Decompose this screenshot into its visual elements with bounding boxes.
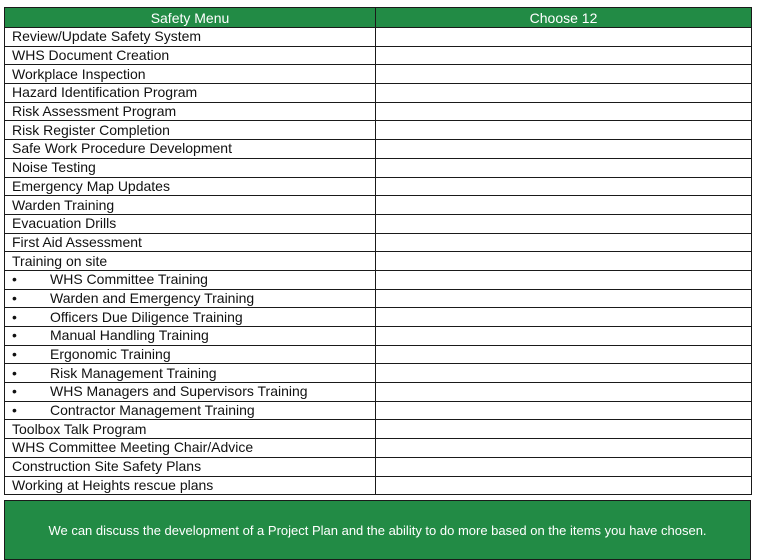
- footer-text: We can discuss the development of a Project Plan and the ability to do more based on the items you have chosen.: [48, 522, 707, 538]
- menu-item-label: WHS Committee Training: [50, 271, 208, 288]
- menu-item-label: Hazard Identification Program: [12, 84, 198, 101]
- table-row: [5, 270, 752, 289]
- menu-item-label: Warden and Emergency Training: [50, 289, 255, 306]
- menu-item-label: Noise Testing: [12, 159, 96, 176]
- menu-item: [5, 289, 376, 308]
- table-row: [5, 84, 752, 103]
- menu-item-label: First Aid Assessment: [12, 233, 142, 250]
- choice-cell[interactable]: [376, 177, 752, 196]
- menu-item: [5, 102, 376, 121]
- menu-item: [5, 46, 376, 65]
- table-row: [5, 158, 752, 177]
- safety-menu-table: [4, 7, 752, 495]
- table-row: [5, 252, 752, 271]
- menu-item: [5, 65, 376, 84]
- choice-cell[interactable]: [376, 457, 752, 476]
- bullet-marker: •: [12, 402, 17, 419]
- table-row: [5, 476, 752, 495]
- bullet-marker: •: [12, 289, 17, 306]
- table-row: [5, 383, 752, 402]
- table-row: [5, 233, 752, 252]
- menu-item-label: Evacuation Drills: [12, 215, 117, 232]
- table-row: [5, 140, 752, 159]
- choice-cell[interactable]: [376, 252, 752, 271]
- menu-item: [5, 252, 376, 271]
- menu-item: [5, 84, 376, 103]
- table-row: [5, 46, 752, 65]
- menu-item: [5, 327, 376, 346]
- choice-cell[interactable]: [376, 158, 752, 177]
- menu-item: [5, 214, 376, 233]
- menu-item: [5, 345, 376, 364]
- table-row: [5, 439, 752, 458]
- menu-item-label: Manual Handling Training: [50, 327, 209, 344]
- menu-item: [5, 457, 376, 476]
- menu-item-label: Risk Register Completion: [12, 121, 170, 138]
- choice-cell[interactable]: [376, 233, 752, 252]
- choice-cell[interactable]: [376, 46, 752, 65]
- menu-item-label: Contractor Management Training: [50, 402, 255, 419]
- choice-cell[interactable]: [376, 214, 752, 233]
- menu-item-label: Emergency Map Updates: [12, 177, 170, 194]
- menu-item-label: WHS Document Creation: [12, 47, 170, 64]
- choice-cell[interactable]: [376, 140, 752, 159]
- table-row: [5, 289, 752, 308]
- choice-cell[interactable]: [376, 476, 752, 495]
- table-row: [5, 345, 752, 364]
- bullet-marker: •: [12, 308, 17, 325]
- header-choose: Choose 12: [376, 8, 752, 28]
- footer-banner: [4, 500, 751, 560]
- choice-cell[interactable]: [376, 196, 752, 215]
- choice-cell[interactable]: [376, 84, 752, 103]
- choice-cell[interactable]: [376, 270, 752, 289]
- menu-item-label: Safe Work Procedure Development: [12, 140, 232, 157]
- choice-cell[interactable]: [376, 383, 752, 402]
- menu-item: [5, 364, 376, 383]
- table-row: [5, 28, 752, 47]
- table-row: [5, 196, 752, 215]
- table-row: [5, 177, 752, 196]
- table-row: [5, 327, 752, 346]
- choice-cell[interactable]: [376, 28, 752, 47]
- choice-cell[interactable]: [376, 345, 752, 364]
- choice-cell[interactable]: [376, 289, 752, 308]
- menu-item-label: Training on site: [12, 252, 108, 269]
- menu-item: [5, 401, 376, 420]
- menu-item-label: Toolbox Talk Program: [12, 420, 147, 437]
- choice-cell[interactable]: [376, 121, 752, 140]
- table-row: [5, 364, 752, 383]
- bullet-marker: •: [12, 364, 17, 381]
- choice-cell[interactable]: [376, 439, 752, 458]
- choice-cell[interactable]: [376, 102, 752, 121]
- menu-item-label: Working at Heights rescue plans: [12, 476, 214, 493]
- bullet-marker: •: [12, 346, 17, 363]
- menu-item: [5, 140, 376, 159]
- menu-item: [5, 196, 376, 215]
- menu-item: [5, 439, 376, 458]
- choice-cell[interactable]: [376, 364, 752, 383]
- menu-item-label: Review/Update Safety System: [12, 28, 202, 45]
- header-row: [5, 8, 752, 28]
- safety-menu-sheet: [4, 7, 751, 560]
- table-row: [5, 121, 752, 140]
- menu-item: [5, 121, 376, 140]
- menu-item-label: Risk Assessment Program: [12, 103, 177, 120]
- choice-cell[interactable]: [376, 401, 752, 420]
- table-row: [5, 102, 752, 121]
- table-row: [5, 308, 752, 327]
- menu-item: [5, 383, 376, 402]
- table-row: [5, 65, 752, 84]
- menu-item: [5, 177, 376, 196]
- menu-item: [5, 420, 376, 439]
- choice-cell[interactable]: [376, 420, 752, 439]
- menu-item-label: Warden Training: [12, 196, 115, 213]
- menu-item-label: Officers Due Diligence Training: [50, 308, 243, 325]
- menu-item: [5, 158, 376, 177]
- choice-cell[interactable]: [376, 327, 752, 346]
- menu-item-label: Workplace Inspection: [12, 65, 146, 82]
- menu-item-label: Risk Management Training: [50, 364, 217, 381]
- table-row: [5, 457, 752, 476]
- choice-cell[interactable]: [376, 308, 752, 327]
- menu-item-label: Construction Site Safety Plans: [12, 458, 202, 475]
- menu-item: [5, 233, 376, 252]
- bullet-marker: •: [12, 383, 17, 400]
- menu-item-label: WHS Committee Meeting Chair/Advice: [12, 439, 254, 456]
- menu-item: [5, 308, 376, 327]
- menu-item-label: WHS Managers and Supervisors Training: [50, 383, 308, 400]
- table-row: [5, 420, 752, 439]
- menu-item-label: Ergonomic Training: [50, 346, 171, 363]
- menu-item: [5, 476, 376, 495]
- menu-item: [5, 270, 376, 289]
- bullet-marker: •: [12, 327, 17, 344]
- choice-cell[interactable]: [376, 65, 752, 84]
- menu-item: [5, 28, 376, 47]
- table-row: [5, 401, 752, 420]
- header-safety-menu: Safety Menu: [5, 8, 376, 28]
- table-row: [5, 214, 752, 233]
- bullet-marker: •: [12, 271, 17, 288]
- menu-body: [5, 28, 752, 495]
